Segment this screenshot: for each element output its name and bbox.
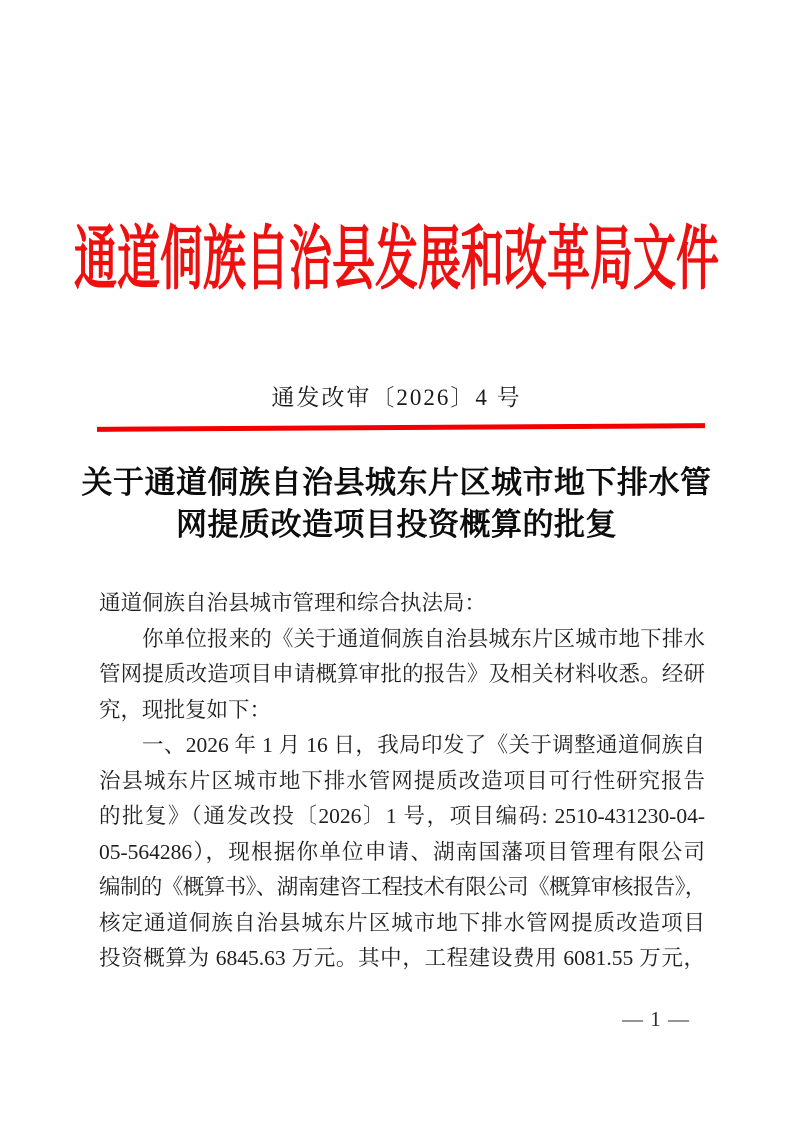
body-text-line: 你单位报来的《关于通道侗族自治县城东片区城市地下排水 [142, 626, 705, 651]
body-text-line: 05-564286），现根据你单位申请、湖南国藩项目管理有限公司 [99, 839, 705, 864]
body-text-line: 治县城东片区城市地下排水管网提质改造项目可行性研究报告 [99, 768, 705, 793]
red-divider-line [97, 423, 705, 432]
body-text-line: 究，现批复如下： [99, 697, 272, 722]
body-text-line: 管网提质改造项目申请概算审批的报告》及相关材料收悉。经研 [99, 662, 705, 686]
body-text-line: 的批复》（通发改投〔2026〕1 号，项目编码: 2510-431230-04- [99, 804, 705, 828]
agency-header-title: 通道侗族自治县发展和改革局文件 [74, 222, 719, 299]
document-title-line-2: 网提质改造项目投资概算的批复 [176, 507, 617, 542]
document-title [0, 462, 793, 546]
body-text-line: 通道侗族自治县城市管理和综合执法局： [99, 591, 487, 615]
document-body [99, 586, 705, 977]
page-number: — 1 — [622, 1007, 690, 1031]
body-text-line: 核定通道侗族自治县城东片区城市地下排水管网提质改造项目 [99, 910, 705, 935]
body-text-line: 一、2026 年 1 月 16 日，我局印发了《关于调整通道侗族自 [142, 733, 705, 757]
body-text-line: 投资概算为 6845.63 万元。其中，工程建设费用 6081.55 万元， [99, 946, 705, 970]
document-title-line-1: 关于通道侗族自治县城东片区城市地下排水管 [81, 465, 712, 500]
document-reference-number: 通发改审〔2026〕4 号 [271, 385, 522, 410]
body-text-line: 编制的《概算书》、湖南建咨工程技术有限公司《概算审核报告》， [99, 875, 705, 899]
